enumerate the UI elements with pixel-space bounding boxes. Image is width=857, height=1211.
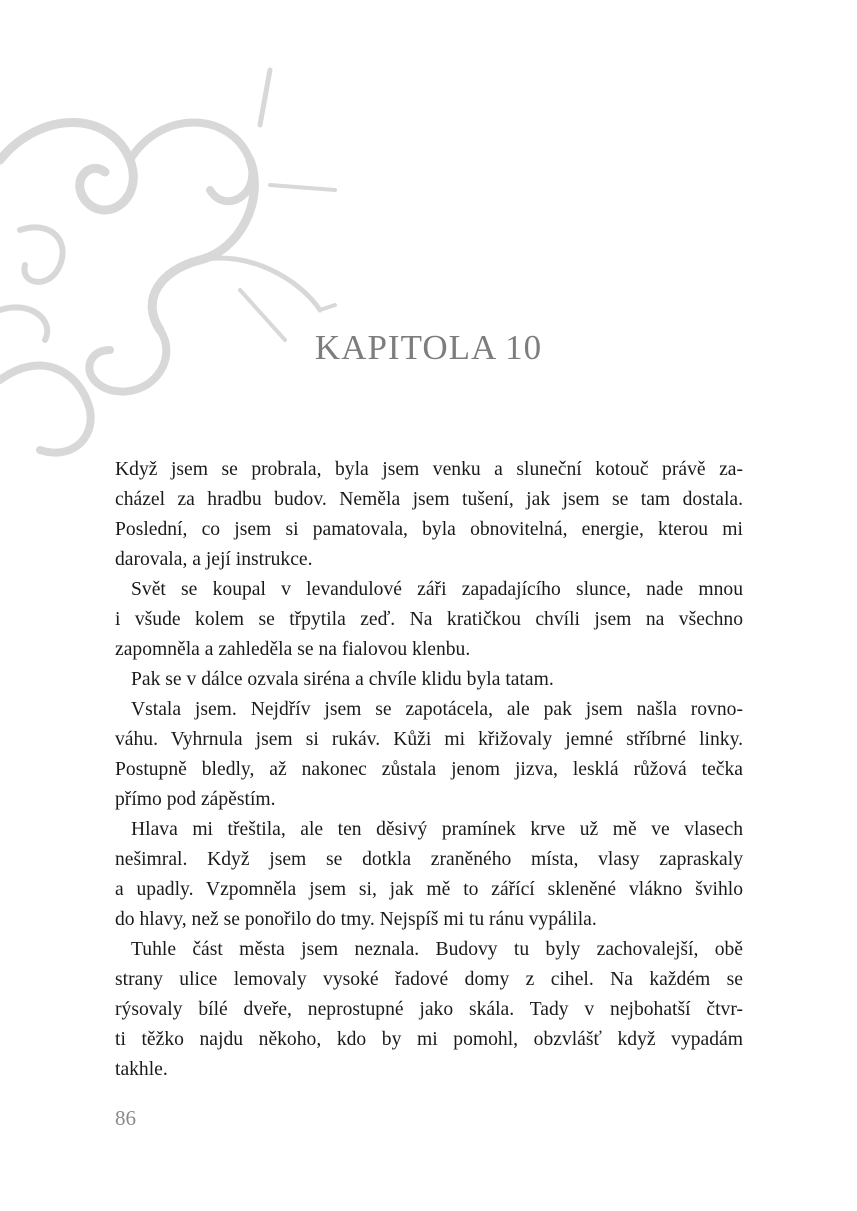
text-line: Poslední, co jsem si pamatovala, byla obnovitelná, energie, kterou mi <box>115 519 743 540</box>
text-line: darovala, a její instrukce. <box>115 549 313 570</box>
text-line: váhu. Vyhrnula jsem si rukáv. Kůži mi křižovaly jemné stříbrné linky. <box>115 729 743 750</box>
text-line: cházel za hradbu budov. Neměla jsem tušení, jak jsem se tam dostala. <box>115 489 743 510</box>
text-line: Když jsem se probrala, byla jsem venku a sluneční kotouč právě za- <box>115 459 743 480</box>
text-line: Postupně bledly, až nakonec zůstala jenom jizva, lesklá růžová tečka <box>115 759 743 780</box>
text-line: přímo pod zápěstím. <box>115 789 276 810</box>
decorative-swirl-ornament <box>0 50 340 470</box>
text-line: Svět se koupal v levandulové záři zapadajícího slunce, nade mnou <box>131 579 743 600</box>
text-line: a upadly. Vzpomněla jsem si, jak mě to zářící skleněné vlákno švihlo <box>115 879 743 900</box>
text-line: rýsovaly bílé dveře, neprostupné jako skála. Tady v nejbohatší čtvr- <box>115 999 743 1020</box>
page-number: 86 <box>115 1106 136 1130</box>
text-line: strany ulice lemovaly vysoké řadové domy z cihel. Na každém se <box>115 969 743 990</box>
text-line: i všude kolem se třpytila zeď. Na kratičkou chvíli jsem na všechno <box>115 609 743 630</box>
text-line: Tuhle část města jsem neznala. Budovy tu byly zachovalejší, obě <box>131 939 743 960</box>
text-line: zapomněla a zahleděla se na fialovou klenbu. <box>115 639 471 660</box>
text-line: Pak se v dálce ozvala siréna a chvíle klidu byla tatam. <box>131 669 554 690</box>
chapter-title: KAPITOLA 10 <box>314 328 543 367</box>
text-line: takhle. <box>115 1059 168 1080</box>
chapter-body-text <box>115 455 743 1085</box>
text-line: ti těžko najdu někoho, kdo by mi pomohl, obzvlášť když vypadám <box>115 1029 743 1050</box>
text-line: do hlavy, než se ponořilo do tmy. Nejspíš mi tu ránu vypálila. <box>115 909 597 930</box>
text-line: Vstala jsem. Nejdřív jsem se zapotácela, ale pak jsem našla rovno- <box>131 699 743 720</box>
text-line: Hlava mi třeštila, ale ten děsivý pramínek krve už mě ve vlasech <box>131 819 743 840</box>
text-line: nešimral. Když jsem se dotkla zraněného místa, vlasy zapraskaly <box>115 849 743 870</box>
